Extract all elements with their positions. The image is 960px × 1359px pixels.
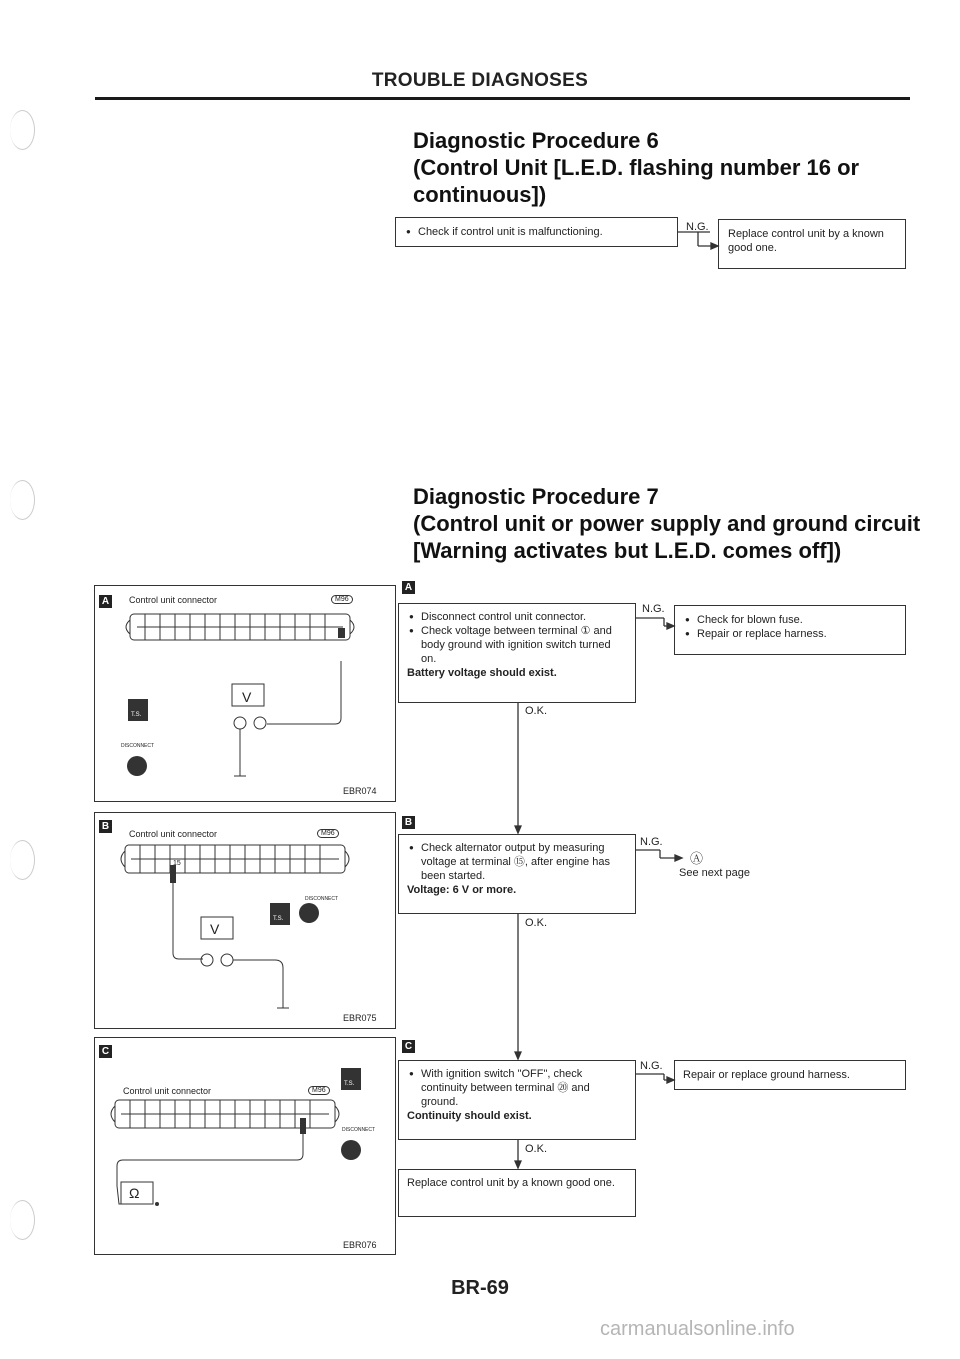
step-b-ok-label: O.K.	[525, 917, 548, 929]
panel-c-id: EBR076	[343, 1240, 377, 1250]
panel-c-connector-label: Control unit connector	[123, 1086, 212, 1096]
diagram-panel-a	[94, 585, 396, 802]
procedure-7-title: Diagnostic Procedure 7 (Control unit or power supply and ground circuit [Warning activates but L.E.D. comes off])	[413, 484, 921, 563]
panel-a-meter: V	[242, 689, 252, 705]
panel-b-connector-label: Control unit connector	[129, 829, 218, 839]
step-b-ng-text: See next page	[679, 867, 750, 879]
step-c-ng-label: N.G.	[640, 1060, 663, 1072]
step-a-ng-box: ● Check for blown fuse. ● Repair or replace harness.	[674, 605, 906, 655]
step-c-ng-box: Repair or replace ground harness.	[674, 1060, 906, 1090]
panel-b-marker: B	[99, 820, 112, 833]
proc6-ng-label: N.G.	[686, 221, 709, 233]
page-number: BR-69	[451, 1277, 509, 1299]
final-box: Replace control unit by a known good one.	[398, 1169, 636, 1217]
step-a-ok-label: O.K.	[525, 705, 548, 717]
panel-b-connector-icon	[95, 813, 395, 1028]
panel-b-connector-code: M96	[317, 829, 339, 838]
watermark: carmanualsonline.info	[600, 1318, 795, 1340]
step-b-ng-ref: Ⓐ	[690, 851, 704, 866]
panel-c-ts: T.S.	[344, 1081, 355, 1087]
panel-c-marker: C	[99, 1045, 112, 1058]
page-header: TROUBLE DIAGNOSES	[371, 70, 589, 91]
panel-a-id: EBR074	[343, 786, 377, 796]
panel-b-id: EBR075	[343, 1013, 377, 1023]
step-b-marker: B	[402, 816, 415, 829]
step-b-box: ● Check alternator output by measuring voltage at terminal ⑮, after engine has been started. Voltage: 6 V or more.	[398, 834, 636, 914]
panel-c-meter: Ω	[129, 1185, 140, 1201]
panel-c-connector-icon	[95, 1038, 395, 1254]
panel-b-ts: T.S.	[273, 916, 284, 922]
step-c-box: ● With ignition switch "OFF", check continuity between terminal ⑳ and ground. Continuity should exist.	[398, 1060, 636, 1140]
panel-b-terminal: 15	[173, 860, 181, 867]
step-c-marker: C	[402, 1040, 415, 1053]
step-a-box: ● Disconnect control unit connector. ● Check voltage between terminal ① and body ground with ignition switch turned on. Battery voltage should exist.	[398, 603, 636, 703]
procedure-6-title: Diagnostic Procedure 6 (Control Unit [L.E.D. flashing number 16 or continuous])	[413, 128, 860, 207]
panel-a-connector-label: Control unit connector	[129, 595, 218, 605]
diagram-panel-b	[94, 812, 396, 1029]
panel-c-disconnect: DISCONNECT	[342, 1127, 376, 1133]
diagram-panel-c	[94, 1037, 396, 1255]
panel-b-disconnect: DISCONNECT	[305, 896, 339, 902]
proc6-result-box: Replace control unit by a known good one.	[718, 219, 906, 269]
panel-c-connector-code: M96	[308, 1086, 330, 1095]
step-c-ok-label: O.K.	[525, 1143, 548, 1155]
step-a-ng-label: N.G.	[642, 603, 665, 615]
step-a-marker: A	[402, 581, 415, 594]
proc6-check-box: ● Check if control unit is malfunctioning.	[395, 217, 678, 247]
panel-a-marker: A	[99, 595, 112, 608]
panel-b-meter: V	[210, 921, 220, 937]
panel-a-disconnect: DISCONNECT	[121, 743, 155, 749]
panel-a-ts: T.S.	[131, 712, 142, 718]
step-b-ng-label: N.G.	[640, 836, 663, 848]
panel-a-connector-code: M96	[331, 595, 353, 604]
